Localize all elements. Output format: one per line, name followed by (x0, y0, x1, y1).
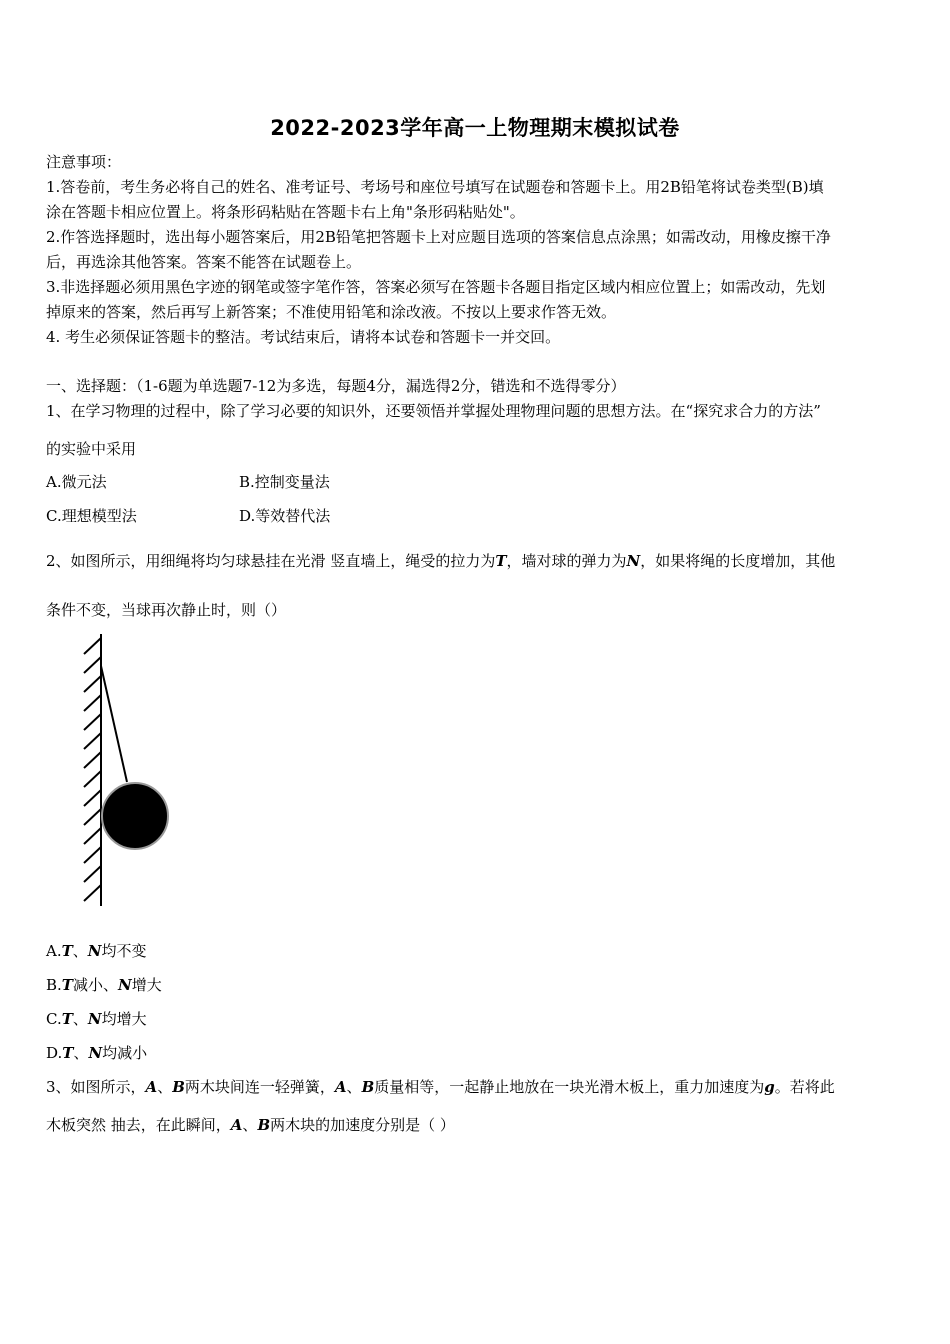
normal-force-symbol: N (88, 1044, 103, 1062)
tension-symbol: T (61, 1010, 73, 1028)
option-text: 增大 (131, 976, 162, 994)
block-a-symbol: A (145, 1078, 158, 1096)
q3-stem-line1 (46, 1077, 835, 1097)
q1-stem-line2: 的实验中采用 (46, 440, 137, 458)
block-a-symbol: A (334, 1078, 347, 1096)
option-text: 均增大 (101, 1010, 147, 1028)
normal-force-symbol: N (117, 976, 132, 994)
q2-option-b (46, 975, 162, 995)
notice-line: 3.非选择题必须用黑色字迹的钢笔或签字笔作答，答案必须写在答题卡各题目指定区域内相应位置上；如需改动，先划 (46, 278, 826, 296)
block-b-symbol: B (172, 1078, 185, 1096)
tension-symbol: T (61, 976, 73, 994)
option-text: 均减小 (102, 1044, 148, 1062)
q1-option-c: C.理想模型法 (46, 507, 137, 525)
notice-line: 涂在答题卡相应位置上。将条形码粘贴在答题卡右上角"条形码粘贴处"。 (46, 203, 525, 221)
q1-option-a: A.微元法 (46, 473, 107, 491)
gravity-symbol: g (764, 1078, 775, 1096)
q2-option-d (46, 1043, 147, 1063)
q1-option-b: B.控制变量法 (239, 473, 330, 491)
option-text: C. (46, 1010, 62, 1028)
normal-force-symbol: N (87, 1010, 102, 1028)
q3-text: 3、如图所示， (46, 1078, 146, 1096)
notice-line: 掉原来的答案，然后再写上新答案；不准使用铅笔和涂改液。不按以上要求作答无效。 (46, 303, 617, 321)
q1-option-d: D.等效替代法 (239, 507, 331, 525)
option-text: 均不变 (101, 942, 147, 960)
hanging-ball-figure (76, 632, 176, 908)
notice-line: 1.答卷前，考生务必将自己的姓名、准考证号、考场号和座位号填写在试题卷和答题卡上。用2B铅笔将试卷类型(B)填 (46, 178, 824, 196)
tension-symbol: T (61, 942, 73, 960)
q3-text: 、 (157, 1078, 173, 1096)
option-text: 减小、 (72, 976, 118, 994)
ball-shape (102, 783, 168, 849)
q2-stem-line2: 条件不变，当球再次静止时，则（） (46, 601, 287, 619)
q2-text: ，如果将绳的长度增加，其他 (640, 552, 836, 570)
rope-line (101, 666, 127, 782)
wall-hatching (84, 638, 101, 901)
tension-symbol: T (495, 552, 507, 570)
normal-force-symbol: N (626, 552, 641, 570)
notice-line: 后，再选涂其他答案。答案不能答在试题卷上。 (46, 253, 362, 271)
notice-line: 4. 考生必须保证答题卡的整洁。考试结束后，请将本试卷和答题卡一并交回。 (46, 328, 561, 346)
block-a-symbol: A (230, 1116, 243, 1134)
q3-text: 、 (346, 1078, 362, 1096)
option-text: 、 (73, 1044, 89, 1062)
q2-text: ，墙对球的弹力为 (506, 552, 627, 570)
block-b-symbol: B (257, 1116, 271, 1134)
option-text: D. (46, 1044, 63, 1062)
q2-option-c (46, 1009, 147, 1029)
q1-stem-line1: 1、在学习物理的过程中，除了学习必要的知识外，还要领悟并掌握处理物理问题的思想方法。在“探究求合力的方法” (46, 402, 821, 420)
q3-text: 两木块的加速度分别是（ ） (270, 1116, 455, 1134)
q3-text: 两木块间连一轻弹簧， (184, 1078, 335, 1096)
q3-text: 木板突然 抽去，在此瞬间， (46, 1116, 231, 1134)
section-heading: 一、选择题：（1-6题为单选题7-12为多选，每题4分，漏选得2分，错选和不选得零分） (46, 377, 626, 395)
option-text: 、 (72, 942, 88, 960)
option-text: B. (46, 976, 62, 994)
q3-stem-line2 (46, 1115, 455, 1135)
notice-heading: 注意事项： (46, 153, 122, 171)
q2-stem-line1 (46, 551, 835, 571)
option-text: 、 (72, 1010, 88, 1028)
q2-option-a (46, 941, 147, 961)
notice-line: 2.作答选择题时，选出每小题答案后，用2B铅笔把答题卡上对应题目选项的答案信息点涂黑；如需改动，用橡皮擦干净 (46, 228, 831, 246)
block-b-symbol: B (361, 1078, 375, 1096)
q3-text: 质量相等，一起静止地放在一块光滑木板上，重力加速度为 (374, 1078, 765, 1096)
q3-text: 、 (242, 1116, 258, 1134)
normal-force-symbol: N (87, 942, 102, 960)
option-text: A. (46, 942, 62, 960)
tension-symbol: T (62, 1044, 74, 1062)
q3-text: 。若将此 (774, 1078, 835, 1096)
page-title: 2022-2023学年高一上物理期末模拟试卷 (270, 116, 680, 140)
q2-text: 2、如图所示，用细绳将均匀球悬挂在光滑 竖直墙上，绳受的拉力为 (46, 552, 496, 570)
